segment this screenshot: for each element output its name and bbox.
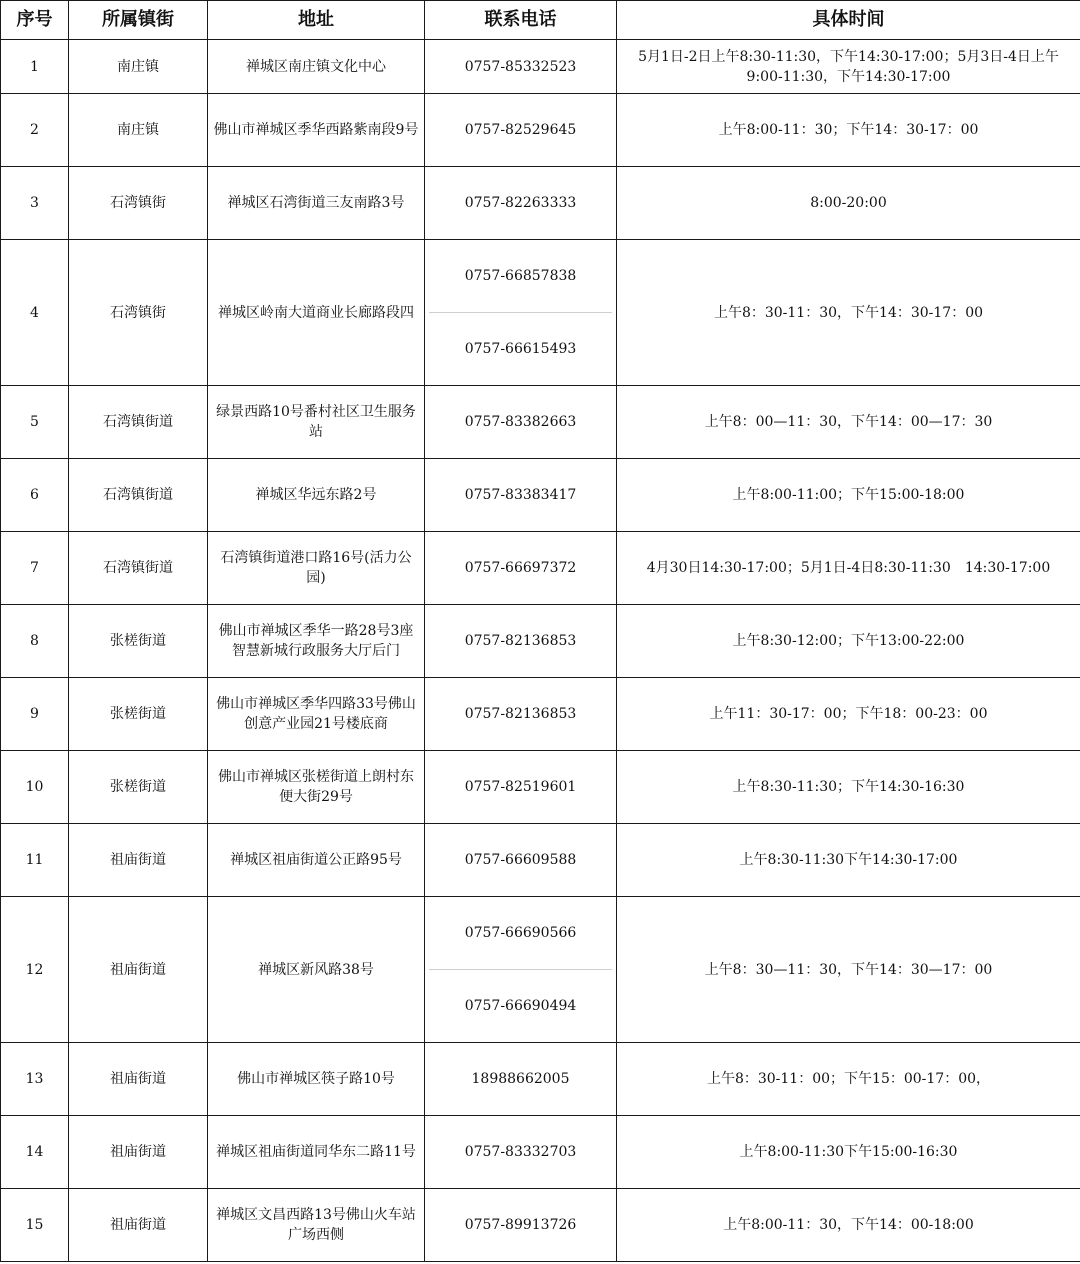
table-row	[1, 1116, 1080, 1189]
row-phone: 0757-85332523	[425, 40, 617, 94]
row-time: 上午8:00-11:30下午15:00-16:30	[617, 1116, 1080, 1189]
row-address: 禅城区文昌西路13号佛山火车站广场西侧	[208, 1189, 425, 1262]
row-time: 5月1日-2日上午8:30-11:30，下午14:30-17:00；5月3日-4日上午9:00-11:30，下午14:30-17:00	[617, 40, 1080, 94]
table-row	[1, 386, 1080, 459]
header-time: 具体时间	[617, 1, 1080, 40]
row-time: 上午8:00-11：30；下午14：30-17：00	[617, 94, 1080, 167]
row-index: 2	[1, 94, 69, 167]
row-address: 石湾镇街道港口路16号(活力公园)	[208, 532, 425, 605]
row-town: 祖庙街道	[69, 1043, 208, 1116]
row-phone: 0757-66609588	[425, 824, 617, 897]
row-address: 佛山市禅城区季华四路33号佛山创意产业园21号楼底商	[208, 678, 425, 751]
row-town: 石湾镇街	[69, 167, 208, 240]
row-address: 禅城区新风路38号	[208, 897, 425, 1043]
row-index: 13	[1, 1043, 69, 1116]
row-phone-split	[425, 240, 617, 386]
row-index: 12	[1, 897, 69, 1043]
row-phone: 0757-66857838	[464, 268, 577, 284]
header-town: 所属镇街	[69, 1, 208, 40]
row-time: 上午8：30-11：00；下午15：00-17：00，	[617, 1043, 1080, 1116]
table-row	[1, 459, 1080, 532]
row-phone: 0757-66690566	[464, 925, 577, 941]
row-time: 上午8：30-11：30，下午14：30-17：00	[617, 240, 1080, 386]
row-phone: 0757-83383417	[425, 459, 617, 532]
row-index: 11	[1, 824, 69, 897]
row-time: 上午8：30—11：30，下午14：30—17：00	[617, 897, 1080, 1043]
row-town: 张槎街道	[69, 751, 208, 824]
table-row	[1, 532, 1080, 605]
row-index: 7	[1, 532, 69, 605]
header-address: 地址	[208, 1, 425, 40]
row-time: 上午8:30-11:30；下午14:30-16:30	[617, 751, 1080, 824]
table-row	[1, 824, 1080, 897]
row-phone: 0757-82263333	[425, 167, 617, 240]
row-index: 3	[1, 167, 69, 240]
row-address: 禅城区祖庙街道同华东二路11号	[208, 1116, 425, 1189]
row-address: 禅城区石湾街道三友南路3号	[208, 167, 425, 240]
row-address: 绿景西路10号番村社区卫生服务站	[208, 386, 425, 459]
table-row	[1, 678, 1080, 751]
table-row	[1, 167, 1080, 240]
table-row	[1, 240, 1080, 386]
row-address: 佛山市禅城区筷子路10号	[208, 1043, 425, 1116]
row-address: 禅城区祖庙街道公正路95号	[208, 824, 425, 897]
row-time: 上午11：30-17：00；下午18：00-23：00	[617, 678, 1080, 751]
row-phone: 0757-82136853	[425, 605, 617, 678]
row-phone: 0757-82136853	[425, 678, 617, 751]
row-phone: 0757-66615493	[429, 312, 612, 385]
table-row	[1, 605, 1080, 678]
row-time: 上午8:00-11：30，下午14：00-18:00	[617, 1189, 1080, 1262]
row-phone: 18988662005	[425, 1043, 617, 1116]
row-time: 8:00-20:00	[617, 167, 1080, 240]
row-time: 上午8:30-12:00；下午13:00-22:00	[617, 605, 1080, 678]
row-address: 禅城区华远东路2号	[208, 459, 425, 532]
row-phone: 0757-82529645	[425, 94, 617, 167]
row-town: 南庄镇	[69, 94, 208, 167]
row-index: 9	[1, 678, 69, 751]
table-row	[1, 897, 1080, 1043]
table-row	[1, 751, 1080, 824]
row-town: 南庄镇	[69, 40, 208, 94]
row-index: 5	[1, 386, 69, 459]
row-time: 上午8：00—11：30，下午14：00—17：30	[617, 386, 1080, 459]
row-time: 上午8:00-11:00；下午15:00-18:00	[617, 459, 1080, 532]
row-address: 佛山市禅城区季华一路28号3座智慧新城行政服务大厅后门	[208, 605, 425, 678]
row-phone: 0757-66690494	[429, 969, 612, 1042]
row-phone: 0757-83332703	[425, 1116, 617, 1189]
table-row	[1, 94, 1080, 167]
row-index: 15	[1, 1189, 69, 1262]
row-town: 石湾镇街道	[69, 386, 208, 459]
row-town: 石湾镇街道	[69, 459, 208, 532]
row-time: 4月30日14:30-17:00；5月1日-4日8:30-11:30 14:30-17:00	[617, 532, 1080, 605]
row-phone: 0757-82519601	[425, 751, 617, 824]
row-phone-split	[425, 897, 617, 1043]
row-index: 1	[1, 40, 69, 94]
row-address: 佛山市禅城区张槎街道上朗村东便大街29号	[208, 751, 425, 824]
row-address: 佛山市禅城区季华西路紫南段9号	[208, 94, 425, 167]
header-phone: 联系电话	[425, 1, 617, 40]
row-index: 6	[1, 459, 69, 532]
header-index: 序号	[1, 1, 69, 40]
row-town: 石湾镇街	[69, 240, 208, 386]
row-index: 4	[1, 240, 69, 386]
row-address: 禅城区南庄镇文化中心	[208, 40, 425, 94]
row-phone: 0757-83382663	[425, 386, 617, 459]
row-address: 禅城区岭南大道商业长廊路段四	[208, 240, 425, 386]
row-time: 上午8:30-11:30下午14:30-17:00	[617, 824, 1080, 897]
row-town: 祖庙街道	[69, 1116, 208, 1189]
row-town: 祖庙街道	[69, 1189, 208, 1262]
header-row	[1, 1, 1080, 40]
row-index: 14	[1, 1116, 69, 1189]
row-phone: 0757-89913726	[425, 1189, 617, 1262]
row-phone: 0757-66697372	[425, 532, 617, 605]
row-town: 祖庙街道	[69, 824, 208, 897]
table-row	[1, 40, 1080, 94]
row-town: 张槎街道	[69, 605, 208, 678]
row-town: 石湾镇街道	[69, 532, 208, 605]
table-row	[1, 1043, 1080, 1116]
row-index: 10	[1, 751, 69, 824]
row-town: 祖庙街道	[69, 897, 208, 1043]
row-town: 张槎街道	[69, 678, 208, 751]
row-index: 8	[1, 605, 69, 678]
table-row	[1, 1189, 1080, 1262]
